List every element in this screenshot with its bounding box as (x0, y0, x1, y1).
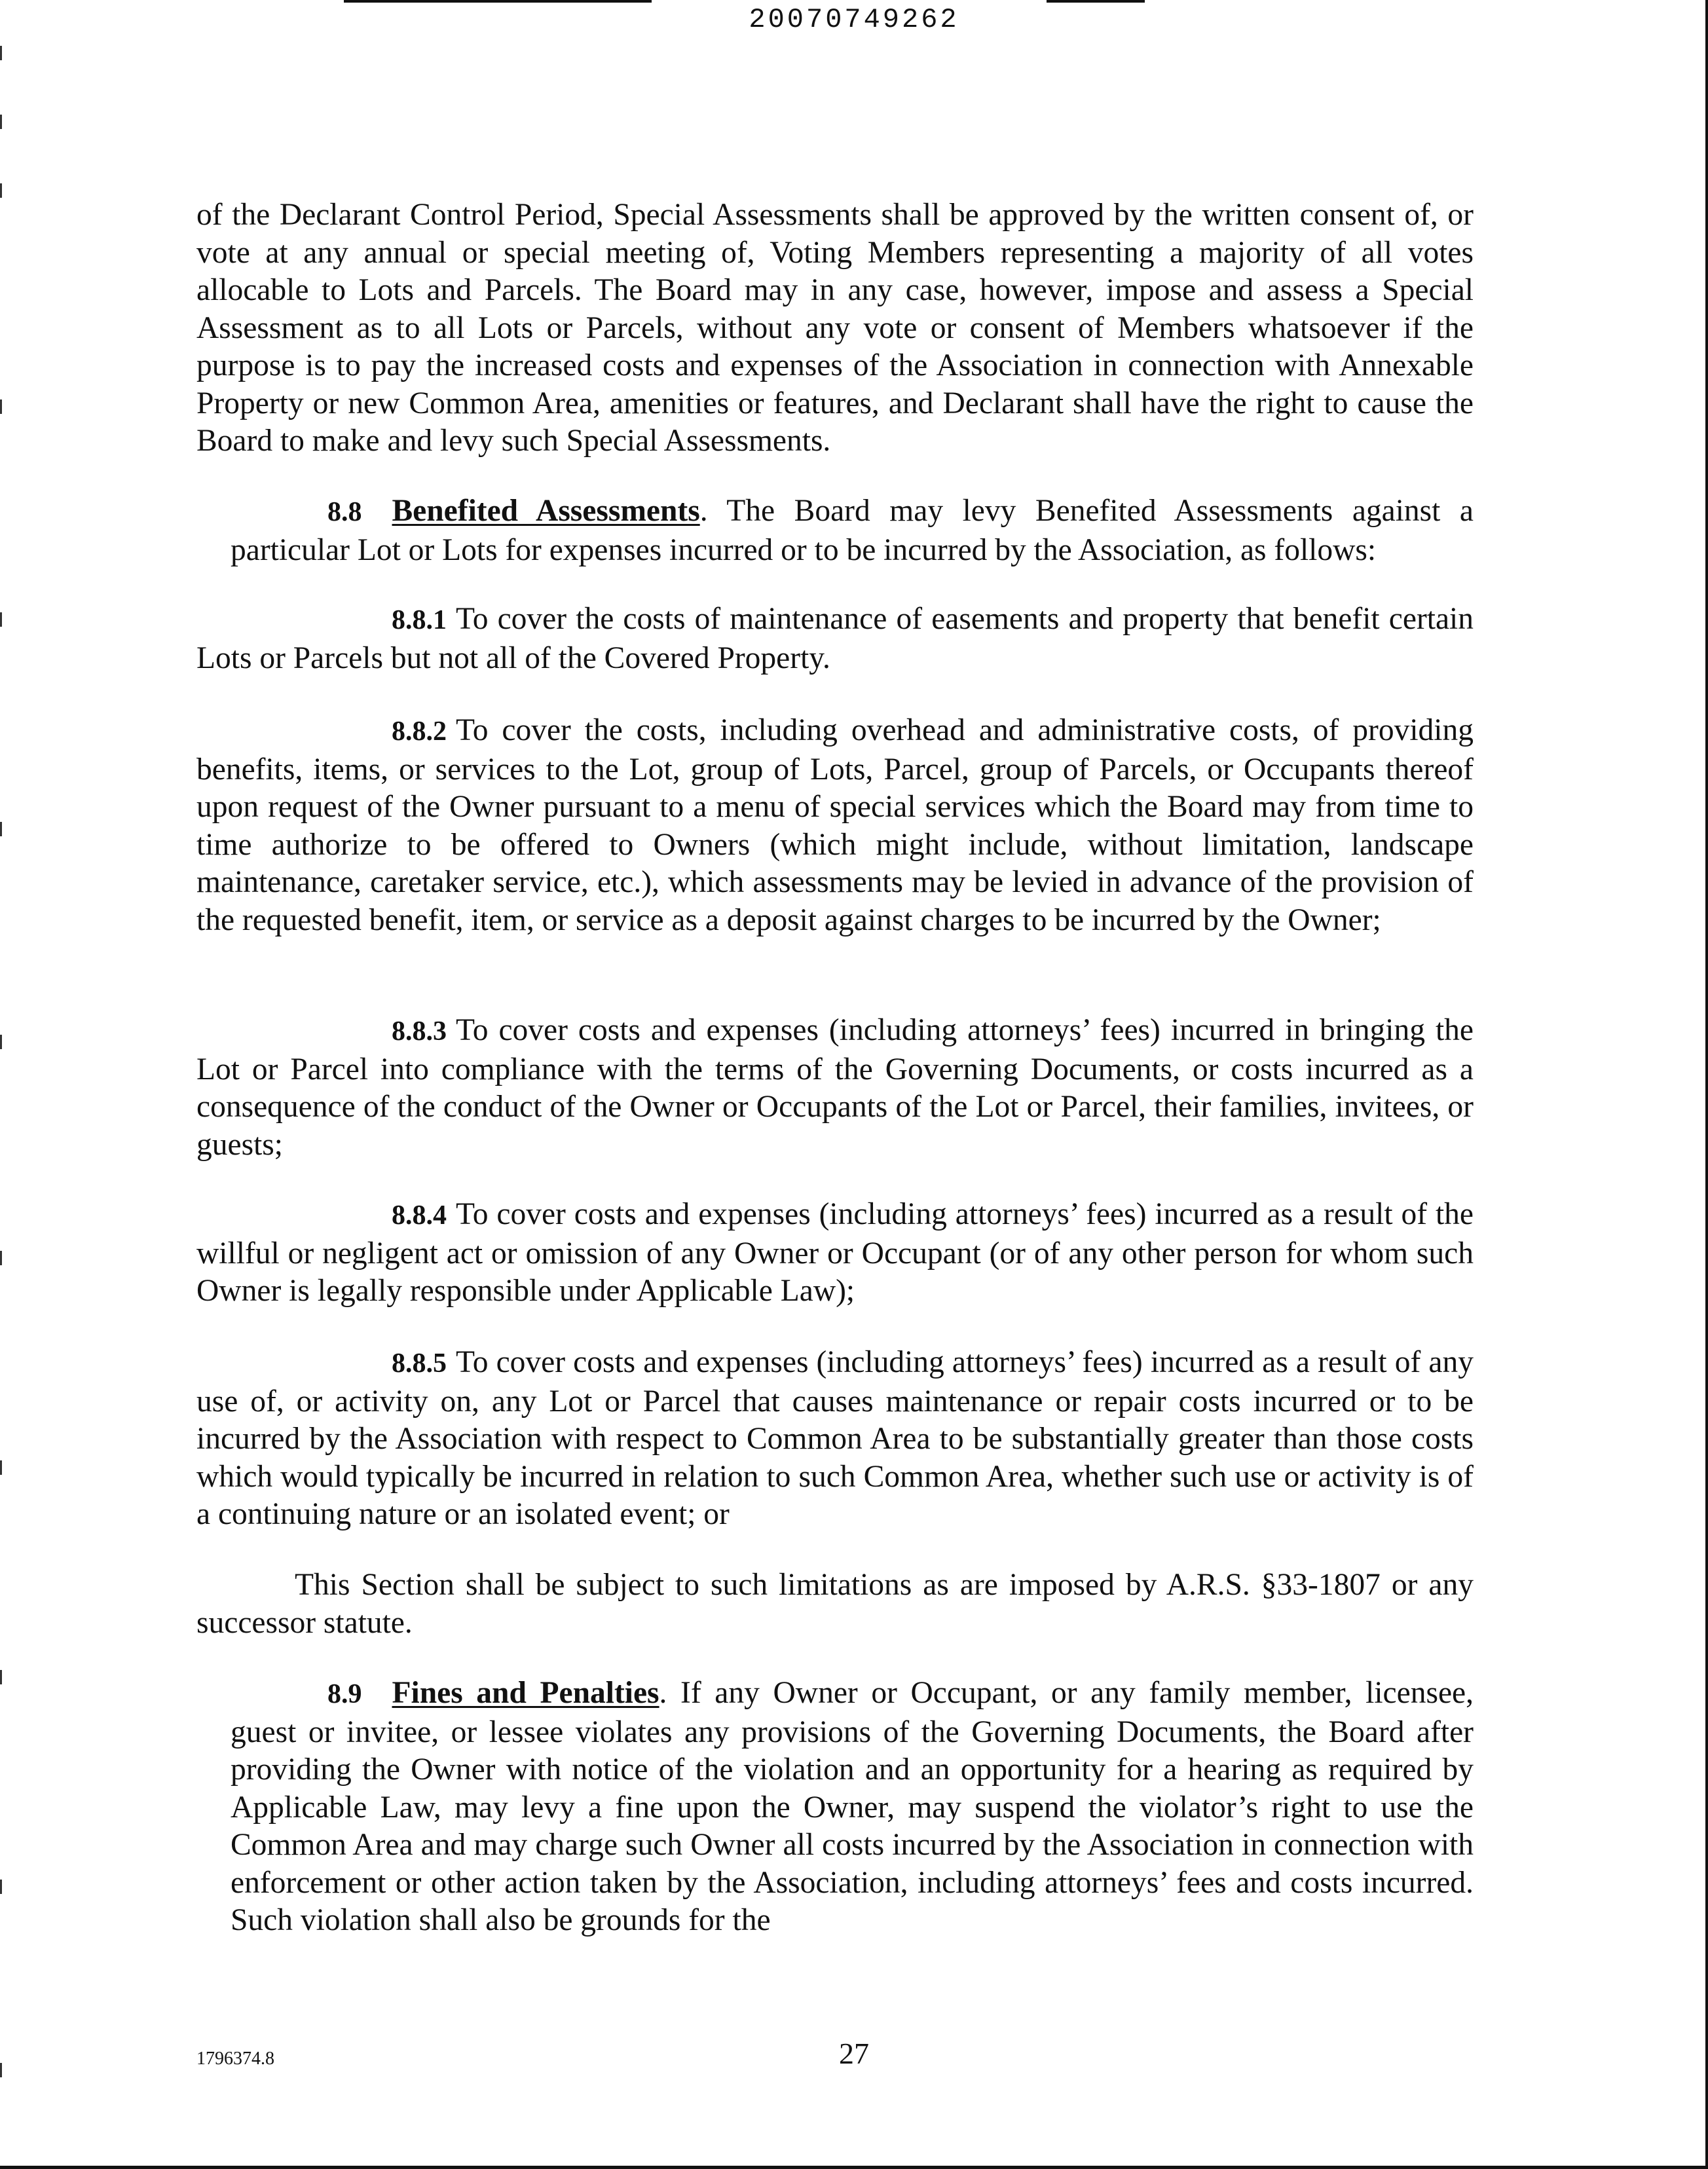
scan-left-tick (0, 399, 2, 414)
subsection-8-8-4 (196, 1196, 1474, 1310)
scan-left-tick (0, 1460, 2, 1475)
scan-left-tick (0, 1880, 2, 1894)
scan-left-tick (0, 822, 2, 836)
footer-document-id: 1796374.8 (196, 2048, 274, 2069)
subsection-8-8-2-number: 8.8.2 (392, 716, 447, 747)
section-8-8-text: . The Board may levy Benefited Assessments against a particular Lot or Lots for expenses incurred or to be incurred by the Association, as follows: (231, 494, 1474, 567)
subsection-8-8-3-number: 8.8.3 (392, 1016, 447, 1047)
subsection-8-8-5-text: To cover costs and expenses (including attorneys’ fees) incurred as a result of any use of, or activity on, any Lot or Parcel that causes maintenance or repair costs incurred or to be incurred by the Association with respect to Common Area to be substantially greater than those costs which would typically be incurred in relation to such Common Area, whether such use or activity is of a continuing nature or an isolated event; or (196, 1345, 1474, 1531)
subsection-8-8-3 (196, 1012, 1474, 1164)
paragraph-ars-limitation: This Section shall be subject to such limitations as are imposed by A.R.S. §33-1807 or any successor statute. (196, 1568, 1474, 1640)
subsection-8-8-1 (196, 601, 1474, 677)
subsection-8-8-1-number: 8.8.1 (392, 605, 447, 635)
subsection-8-8-4-text: To cover costs and expenses (including attorneys’ fees) incurred as a result of the willful or negligent act or omission of any Owner or Occupant (or of any other person for whom such Owner is legally responsible under Applicable Law); (196, 1197, 1474, 1308)
section-8-9 (231, 1675, 1474, 1940)
section-8-8 (231, 492, 1474, 569)
scan-left-tick (0, 1670, 2, 1684)
scan-left-tick (0, 1035, 2, 1049)
scan-left-tick (0, 115, 2, 129)
subsection-8-8-2-text: To cover the costs, including overhead and administrative costs, of providing benefits, items, or services to the Lot, group of Lots, Parcel, group of Parcels, or Occupants thereof upon request of the Owner pursuant to a menu of special services which the Board may from time to time authorize to be offered to Owners (which might include, without limitation, landscape maintenance, caretaker service, etc.), which assessments may be levied in advance of the provision of the requested benefit, item, or service as a deposit against charges to be incurred by the Owner; (196, 713, 1474, 937)
top-rule-left (344, 0, 652, 3)
recording-number: 20070749262 (749, 4, 959, 35)
subsection-8-8-5 (196, 1344, 1474, 1534)
section-8-9-number: 8.9 (327, 1679, 362, 1709)
scan-left-tick (0, 46, 2, 60)
scan-left-tick (0, 1251, 2, 1265)
subsection-8-8-4-number: 8.8.4 (392, 1200, 447, 1231)
top-rule-right (1047, 0, 1145, 3)
scan-left-tick (0, 612, 2, 627)
subsection-8-8-3-text: To cover costs and expenses (including attorneys’ fees) incurred in bringing the Lot or Parcel into compliance with the terms of the Governing Documents, or costs incurred as a consequence of the conduct of the Owner or Occupants of the Lot or Parcel, their families, invitees, or guests; (196, 1013, 1474, 1162)
subsection-8-8-2 (196, 712, 1474, 939)
page-number: 27 (839, 2037, 869, 2070)
section-8-9-text: . If any Owner or Occupant, or any family member, licensee, guest or invitee, or lessee violates any provisions of the Governing Documents, the Board after providing the Owner with notice of the violation and an opportunity for a hearing as required by Applicable Law, may levy a fine upon the Owner, may suspend the violator’s right to use the Common Area and may charge such Owner all costs incurred by the Association in connection with enforcement or other action taken by the Association, including attorneys’ fees and costs incurred. Such violation shall also be grounds for the (231, 1676, 1474, 1937)
subsection-8-8-5-number: 8.8.5 (392, 1348, 447, 1379)
scan-left-tick (0, 183, 2, 198)
paragraph-special-assessments-continued: of the Declarant Control Period, Special Assessments shall be approved by the written consent of, or vote at any annual or special meeting of, Voting Members representing a majority of all votes allocable to Lots and Parcels. The Board may in any case, however, impose and assess a Special Assessment as to all Lots or Parcels, without any vote or consent of Members whatsoever if the purpose is to pay the increased costs and expenses of the Association in connection with Annexable Property or new Common Area, amenities or features, and Declarant shall have the right to cause the Board to make and levy such Special Assessments. (196, 198, 1474, 458)
subsection-8-8-1-text: To cover the costs of maintenance of easements and property that benefit certain Lots or Parcels but not all of the Covered Property. (196, 602, 1474, 675)
scan-bottom-edge (0, 2166, 1708, 2169)
section-8-8-number: 8.8 (327, 497, 362, 527)
section-8-8-title: Benefited Assessments (392, 494, 700, 528)
section-8-9-title: Fines and Penalties (392, 1676, 659, 1710)
scan-right-edge (1705, 0, 1708, 2169)
